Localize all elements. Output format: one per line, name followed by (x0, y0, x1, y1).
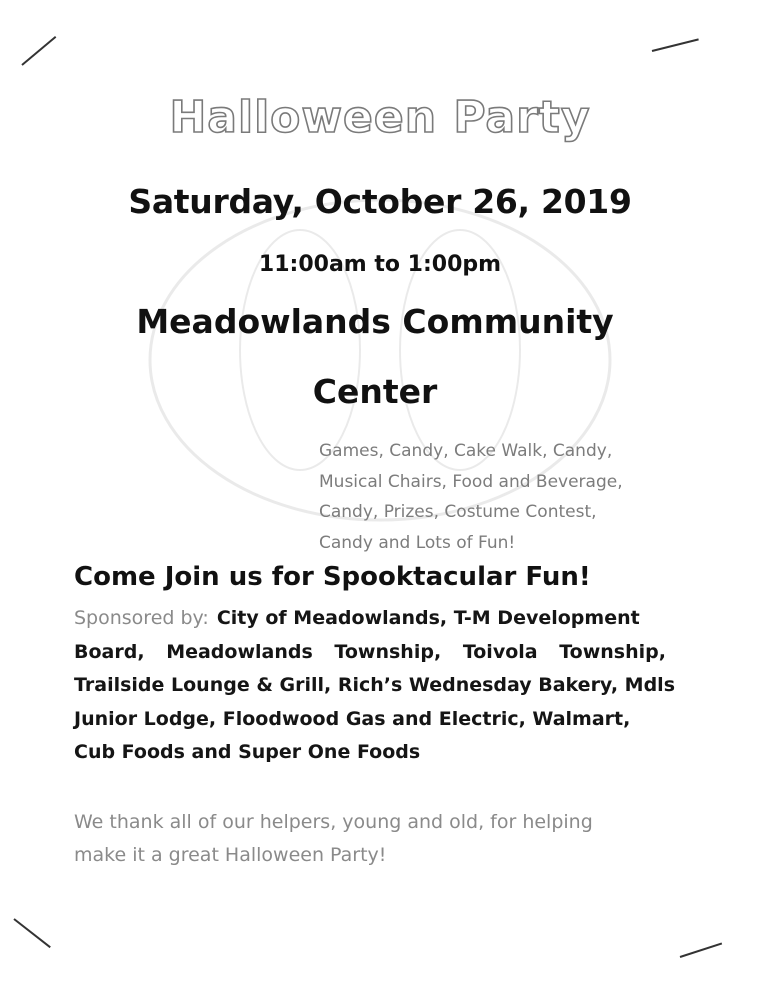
event-time: 11:00am to 1:00pm (258, 252, 502, 277)
thanks-line: We thank all of our helpers, young and old, for helping (74, 811, 593, 833)
scan-mark-top-right (652, 38, 699, 52)
activities-line: Musical Chairs, Food and Beverage, (319, 471, 623, 492)
sponsors-line (74, 636, 666, 670)
sponsors-line: Trailside Lounge & Grill, Rich’s Wednesday Bakery, Mdls (74, 674, 676, 696)
sponsors-paragraph (74, 602, 674, 770)
activities-line: Candy, Prizes, Costume Contest, (319, 502, 597, 522)
sponsors-line: Junior Lodge, Floodwood Gas and Electric, Walmart, (74, 707, 631, 730)
sponsors-line (74, 602, 674, 636)
sponsor-word: Township, (334, 640, 442, 663)
event-date: Saturday, October 26, 2019 (128, 182, 632, 221)
sponsors-line: Cub Foods and Super One Foods (74, 741, 421, 763)
venue-name-line-1: Meadowlands Community (136, 302, 614, 341)
thanks-line: make it a great Halloween Party! (74, 844, 387, 866)
thanks-paragraph (74, 806, 694, 872)
venue-name-line-2: Center (312, 372, 438, 411)
sponsor-word: Toivola (462, 640, 538, 663)
join-us-headline: Come Join us for Spooktacular Fun! (74, 562, 591, 592)
sponsor-word: Board, (74, 640, 145, 663)
sponsored-by-label: Sponsored by: (74, 607, 209, 629)
sponsor-word: Meadowlands (166, 640, 313, 663)
scan-mark-bottom-left (13, 918, 50, 948)
scan-mark-top-left (21, 36, 56, 66)
activities-list (319, 436, 739, 558)
sponsor-word: Township, (559, 640, 666, 663)
sponsor-text: City of Meadowlands, T-M Development (216, 607, 640, 629)
flyer-title: Halloween Party (169, 92, 591, 143)
activities-line: Candy and Lots of Fun! (319, 532, 516, 553)
activities-line: Games, Candy, Cake Walk, Candy, (319, 441, 613, 461)
scan-mark-bottom-right (680, 942, 722, 957)
